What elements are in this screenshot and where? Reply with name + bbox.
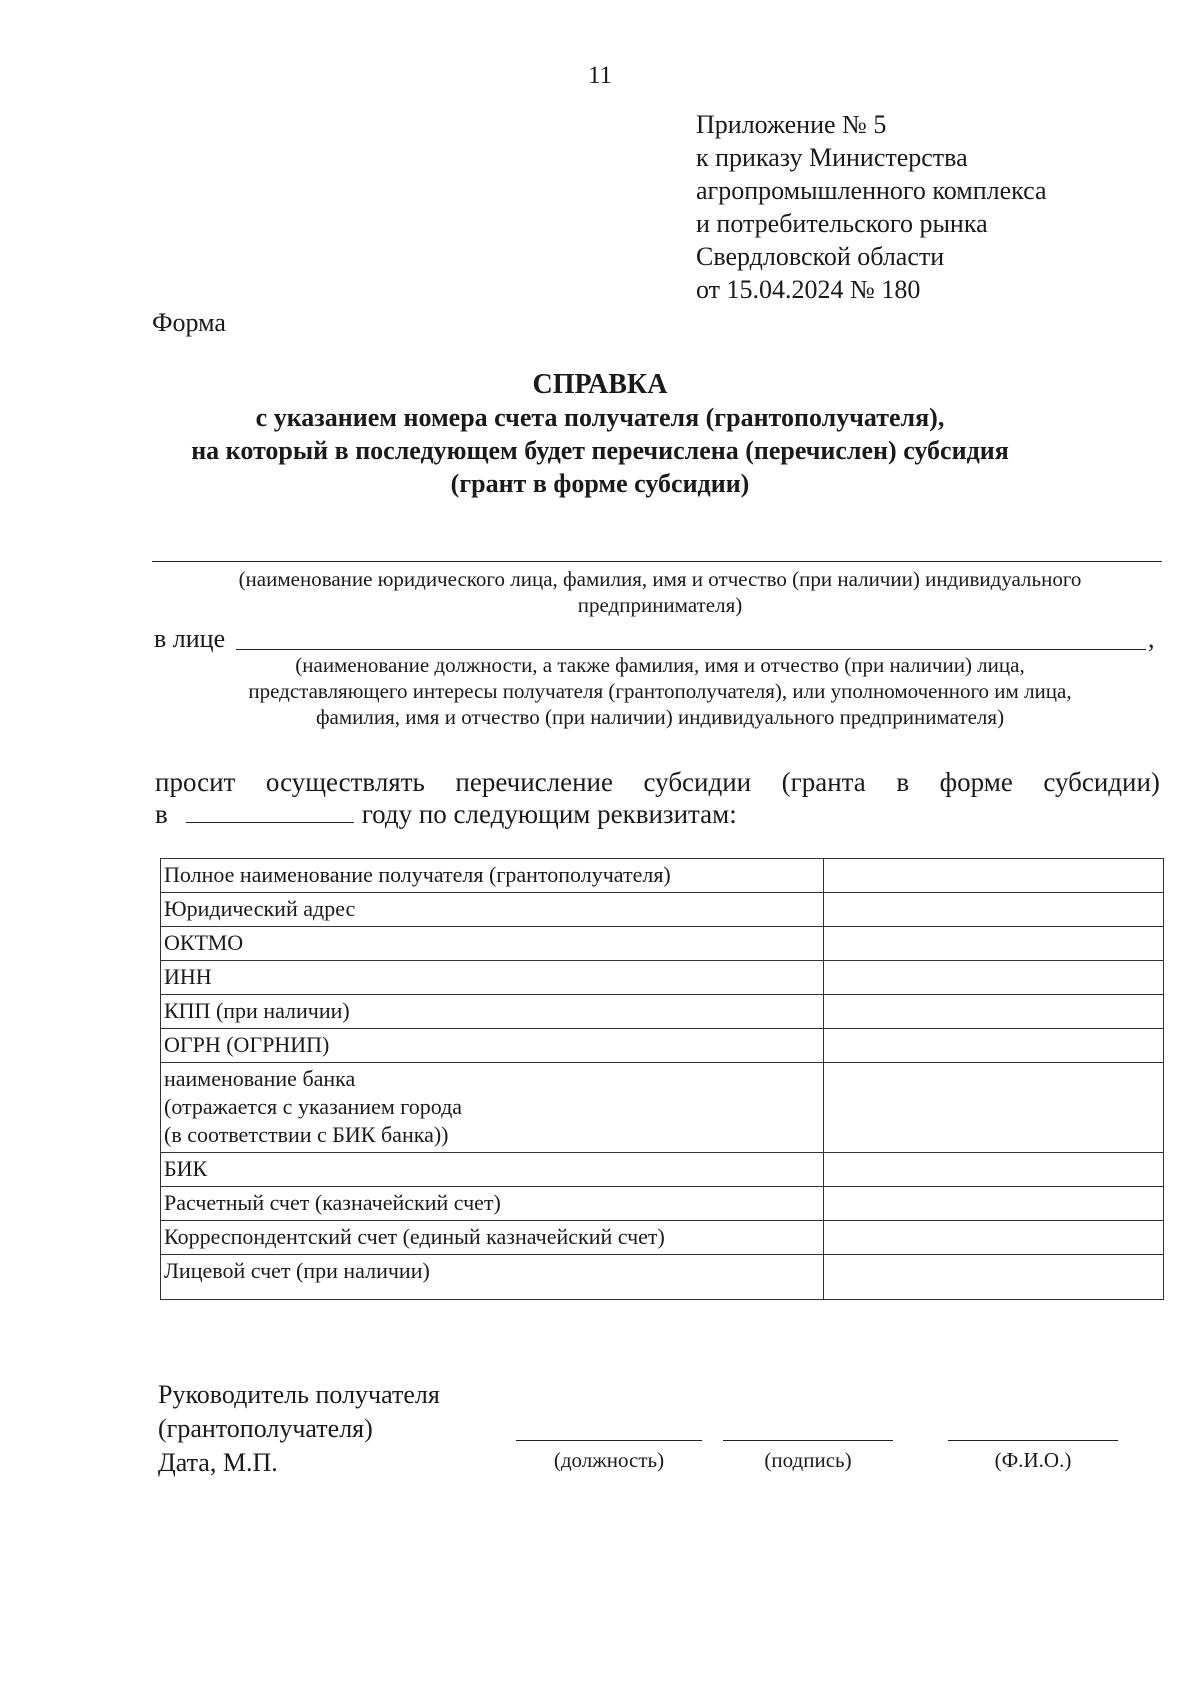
caption-line: представляющего интересы получателя (грантополучателя), или уполномоченного им лица, bbox=[248, 679, 1072, 703]
requisite-label-line: Лицевой счет (при наличии) bbox=[164, 1258, 430, 1283]
requisite-label bbox=[161, 893, 824, 927]
table-row bbox=[161, 1221, 1164, 1255]
signature-line: Дата, М.П. bbox=[158, 1448, 278, 1477]
table-row bbox=[161, 1187, 1164, 1221]
requisite-value[interactable] bbox=[824, 1029, 1164, 1063]
requisite-label-line: (в соответствии с БИК банка)) bbox=[164, 1122, 449, 1147]
signature-line-blank[interactable] bbox=[723, 1440, 893, 1441]
table-row bbox=[161, 961, 1164, 995]
appendix-line: к приказу Министерства bbox=[696, 143, 968, 172]
table-row bbox=[161, 1255, 1164, 1300]
request-word: в bbox=[896, 767, 910, 797]
appendix-line: агропромышленного комплекса bbox=[696, 176, 1047, 205]
table-row bbox=[161, 927, 1164, 961]
requisite-label-line: ОГРН (ОГРНИП) bbox=[164, 1032, 330, 1057]
caption-line: (наименование юридического лица, фамилия, имя и отчество (при наличии) индивидуального bbox=[238, 567, 1082, 591]
requisite-label bbox=[161, 1063, 824, 1153]
requisite-label bbox=[161, 1029, 824, 1063]
request-word: субсидии bbox=[643, 767, 752, 797]
table-row bbox=[161, 1063, 1164, 1153]
requisite-value[interactable] bbox=[824, 961, 1164, 995]
table-row bbox=[161, 859, 1164, 893]
request-word: форме bbox=[939, 767, 1013, 797]
requisite-label-line: БИК bbox=[164, 1156, 208, 1181]
requisite-label-line: КПП (при наличии) bbox=[164, 998, 350, 1023]
appendix-line: от 15.04.2024 № 180 bbox=[696, 275, 921, 304]
form-label: Форма bbox=[152, 308, 226, 337]
requisite-value[interactable] bbox=[824, 1063, 1164, 1153]
appendix-reference bbox=[696, 108, 1047, 306]
requisite-label-line: ОКТМО bbox=[164, 930, 244, 955]
name-line[interactable] bbox=[948, 1440, 1118, 1441]
table-row bbox=[161, 1153, 1164, 1187]
signature-line: (грантополучателя) bbox=[158, 1414, 373, 1443]
position-caption: (должность) bbox=[553, 1448, 665, 1472]
requisite-value[interactable] bbox=[824, 1221, 1164, 1255]
table-row bbox=[161, 893, 1164, 927]
requisite-label bbox=[161, 1221, 824, 1255]
page-number: 11 bbox=[587, 62, 613, 89]
title-main: СПРАВКА bbox=[532, 369, 668, 400]
title-line: на который в последующем будет перечислена (перечислен) субсидия bbox=[191, 436, 1009, 465]
requisite-label-line: (отражается с указанием города bbox=[164, 1094, 463, 1119]
requisite-label bbox=[161, 995, 824, 1029]
request-year-prefix: в bbox=[155, 799, 168, 829]
requisite-label bbox=[161, 927, 824, 961]
requisite-value[interactable] bbox=[824, 859, 1164, 893]
requisite-label bbox=[161, 961, 824, 995]
requisite-label-line: Расчетный счет (казначейский счет) bbox=[164, 1190, 501, 1215]
appendix-line: Свердловской области bbox=[696, 242, 945, 271]
request-year-suffix: году по следующим реквизитам: bbox=[361, 799, 737, 829]
title-line: (грант в форме субсидии) bbox=[450, 469, 750, 498]
caption-line: предпринимателя) bbox=[577, 593, 743, 617]
request-line-1 bbox=[155, 766, 1160, 798]
requisites-table bbox=[160, 858, 1164, 1300]
requisite-label-line: Юридический адрес bbox=[164, 896, 356, 921]
year-blank[interactable] bbox=[186, 800, 354, 823]
request-word: просит bbox=[155, 767, 236, 797]
requisite-value[interactable] bbox=[824, 1153, 1164, 1187]
signature-line: Руководитель получателя bbox=[158, 1380, 440, 1409]
requisite-label bbox=[161, 859, 824, 893]
entity-name-line[interactable] bbox=[152, 561, 1162, 562]
requisite-label-line: наименование банка bbox=[164, 1066, 356, 1091]
representative-prefix: в лице bbox=[154, 624, 226, 653]
requisite-value[interactable] bbox=[824, 995, 1164, 1029]
representative-suffix: , bbox=[1148, 624, 1155, 653]
requisite-label-line: Корреспондентский счет (единый казначейский счет) bbox=[164, 1224, 665, 1249]
request-word: осуществлять bbox=[265, 767, 425, 797]
requisite-label-line: ИНН bbox=[164, 964, 212, 989]
table-row bbox=[161, 995, 1164, 1029]
requisite-value[interactable] bbox=[824, 1255, 1164, 1300]
request-word: субсидии) bbox=[1043, 767, 1160, 797]
position-line[interactable] bbox=[516, 1440, 702, 1441]
request-word: (гранта bbox=[781, 767, 866, 797]
signature-caption: (подпись) bbox=[764, 1448, 852, 1472]
requisite-label bbox=[161, 1187, 824, 1221]
representative-line[interactable] bbox=[236, 649, 1146, 650]
requisite-value[interactable] bbox=[824, 893, 1164, 927]
appendix-line: Приложение № 5 bbox=[696, 110, 887, 139]
requisite-label-line: Полное наименование получателя (грантополучателя) bbox=[164, 862, 671, 887]
requisite-label bbox=[161, 1153, 824, 1187]
requisite-label bbox=[161, 1255, 824, 1300]
appendix-line: и потребительского рынка bbox=[696, 209, 988, 238]
entity-caption bbox=[160, 566, 1160, 618]
request-line-2 bbox=[155, 798, 1160, 830]
document-title bbox=[0, 368, 1200, 500]
request-word: перечисление bbox=[455, 767, 613, 797]
request-paragraph bbox=[155, 766, 1160, 830]
representative-caption bbox=[160, 652, 1160, 730]
table-row bbox=[161, 1029, 1164, 1063]
caption-line: фамилия, имя и отчество (при наличии) индивидуального предпринимателя) bbox=[315, 705, 1005, 729]
signature-left-block bbox=[158, 1378, 440, 1480]
requisite-value[interactable] bbox=[824, 1187, 1164, 1221]
name-caption: (Ф.И.О.) bbox=[994, 1448, 1072, 1472]
title-line: с указанием номера счета получателя (грантополучателя), bbox=[255, 403, 945, 432]
caption-line: (наименование должности, а также фамилия, имя и отчество (при наличии) лица, bbox=[295, 653, 1025, 677]
requisite-value[interactable] bbox=[824, 927, 1164, 961]
